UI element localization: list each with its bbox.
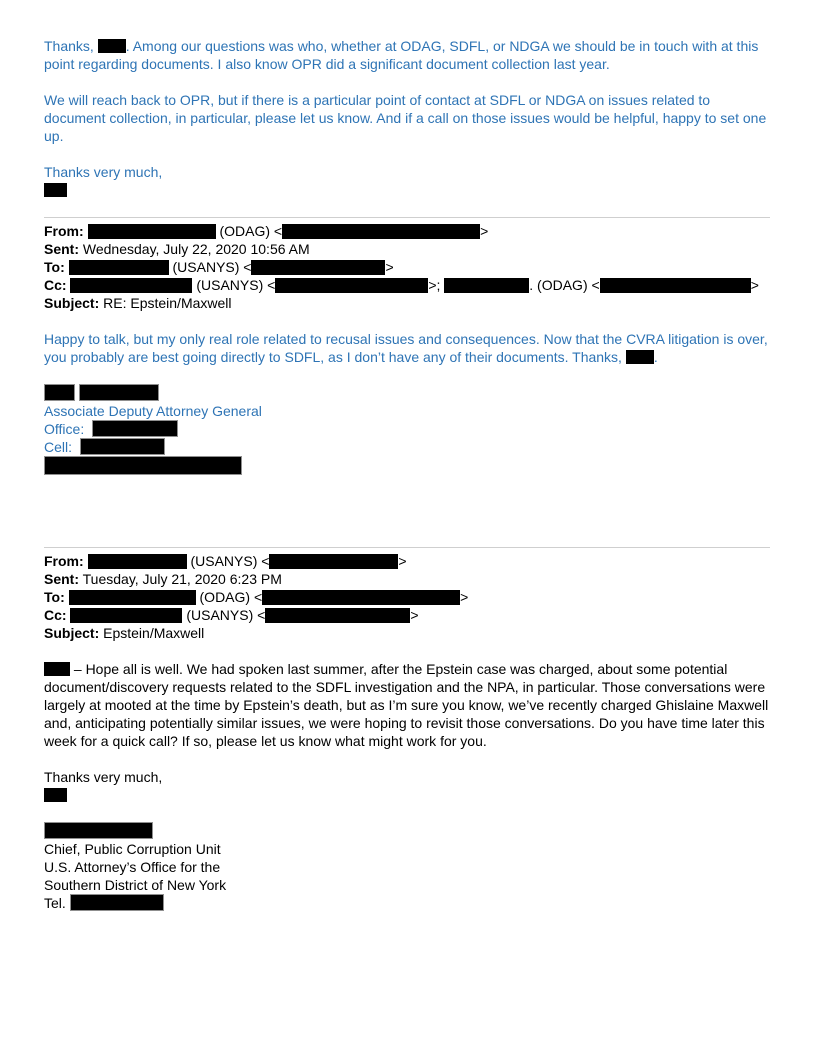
angle-close: > [460, 589, 469, 605]
cell-label: Cell: [44, 439, 73, 455]
cc-org: (USANYS) < [186, 607, 266, 623]
redaction-bar [88, 224, 216, 239]
email2-paragraph [44, 330, 770, 366]
sig2-tel-row [44, 894, 770, 912]
sig1-cell-row [44, 438, 770, 456]
redaction-bar [69, 590, 196, 605]
email2-signature [44, 384, 770, 475]
redaction-bar [44, 822, 153, 839]
sent-value: Wednesday, July 22, 2020 10:56 AM [82, 241, 310, 257]
redaction-bar [70, 278, 192, 293]
redaction-bar [626, 350, 654, 364]
sent-label: Sent: [44, 571, 79, 587]
redaction-bar [98, 39, 126, 53]
cc-label: Cc: [44, 607, 67, 623]
header1-cc-row [44, 276, 770, 294]
sig1-email-row [44, 456, 770, 475]
email3-paragraph [44, 660, 770, 750]
redaction-bar [444, 278, 529, 293]
from-org: (ODAG) < [219, 223, 283, 239]
email2-header [44, 222, 770, 312]
sig1-name-row [44, 384, 770, 402]
angle-close: > [398, 553, 407, 569]
header2-sent-row [44, 570, 770, 588]
office-label: Office: [44, 421, 85, 437]
email1-paragraph-1 [44, 37, 770, 73]
email3-closing-text: Thanks very much, [44, 769, 163, 785]
angle-close: > [385, 259, 394, 275]
redaction-bar [80, 438, 165, 455]
redaction-bar [79, 384, 159, 401]
email1-para1-pre: Thanks, [44, 38, 94, 54]
header2-subject-row [44, 624, 770, 642]
cc-label: Cc: [44, 277, 67, 293]
sig2-office-line1: U.S. Attorney’s Office for the [44, 859, 221, 875]
header1-to-row [44, 258, 770, 276]
from-label: From: [44, 223, 84, 239]
redaction-bar [282, 224, 480, 239]
angle-close: > [410, 607, 419, 623]
sig2-title-row: Chief, Public Corruption Unit [44, 841, 221, 857]
cc-org-1: (USANYS) < [196, 277, 276, 293]
to-label: To: [44, 259, 65, 275]
from-org: (USANYS) < [190, 553, 270, 569]
sig2-office-line2: Southern District of New York [44, 877, 227, 893]
angle-close-semi: >; [428, 277, 441, 293]
redaction-bar [69, 260, 169, 275]
email3-body [44, 660, 770, 912]
sent-label: Sent: [44, 241, 79, 257]
header1-sent-row [44, 240, 770, 258]
tel-label: Tel. [44, 895, 66, 911]
redaction-bar [44, 384, 75, 401]
email3-signature [44, 822, 770, 912]
email1-closing [44, 163, 770, 199]
email3-closing [44, 768, 770, 804]
message-divider [44, 547, 770, 548]
redaction-bar [92, 420, 178, 437]
redaction-bar [275, 278, 428, 293]
subject-value: Epstein/Maxwell [103, 625, 205, 641]
header1-subject-row [44, 294, 770, 312]
header1-from-row [44, 222, 770, 240]
subject-value: RE: Epstein/Maxwell [103, 295, 232, 311]
redaction-bar [251, 260, 385, 275]
redaction-bar [44, 788, 67, 802]
redaction-bar [269, 554, 398, 569]
redaction-bar [44, 183, 67, 197]
email3-header [44, 552, 770, 642]
angle-close: > [480, 223, 489, 239]
cc-org-2: . (ODAG) < [529, 277, 600, 293]
email2-body-post: . [653, 349, 658, 365]
redaction-bar [600, 278, 751, 293]
from-label: From: [44, 553, 84, 569]
sig1-office-row [44, 420, 770, 438]
email1-para1-post: . Among our questions was who, whether at ODAG, SDFL, or NDGA we should be in touch with at this point regarding documents. I also know OPR did a significant document collection last year. [44, 38, 759, 72]
redaction-bar [44, 456, 242, 475]
email2-body [44, 330, 770, 475]
to-org: (USANYS) < [172, 259, 252, 275]
sent-value: Tuesday, July 21, 2020 6:23 PM [82, 571, 282, 587]
redaction-bar [70, 608, 182, 623]
subject-label: Subject: [44, 295, 100, 311]
to-label: To: [44, 589, 65, 605]
header2-cc-row [44, 606, 770, 624]
redaction-bar [262, 590, 460, 605]
header2-to-row [44, 588, 770, 606]
email1-paragraph-2: We will reach back to OPR, but if there is a particular point of contact at SDFL or NDGA on issues related to document collection, in particular, please let us know. And if a call on those issues would be helpful, happy to set one up. [44, 92, 767, 144]
sig1-title-row: Associate Deputy Attorney General [44, 403, 262, 419]
redaction-bar [70, 894, 164, 911]
email1-body [44, 37, 770, 199]
redaction-bar [44, 662, 70, 676]
redaction-bar [265, 608, 410, 623]
email1-closing-text: Thanks very much, [44, 164, 163, 180]
subject-label: Subject: [44, 625, 100, 641]
message-divider [44, 217, 770, 218]
header2-from-row [44, 552, 770, 570]
angle-close: > [750, 277, 759, 293]
sig2-name-row [44, 822, 770, 840]
redaction-bar [88, 554, 187, 569]
to-org: (ODAG) < [199, 589, 263, 605]
email3-body-text: – Hope all is well. We had spoken last summer, after the Epstein case was charged, about some potential document/discovery requests related to the SDFL investigation and the NPA, in particular. Those conversations were largely at mooted at the time by Epstein’s death, but as I’m sure you know, we’ve recently charged Ghislaine Maxwell and, anticipating potentially similar issues, we were hoping to revisit those conversations. Do you have time later this week for a quick call? If so, please let us know what might work for you. [44, 661, 769, 749]
email2-body-pre: Happy to talk, but my only real role related to recusal issues and consequences. Now that the CVRA litigation is over, you probably are best going directly to SDFL, as I don’t have any of their documents. Thanks, [44, 331, 768, 365]
